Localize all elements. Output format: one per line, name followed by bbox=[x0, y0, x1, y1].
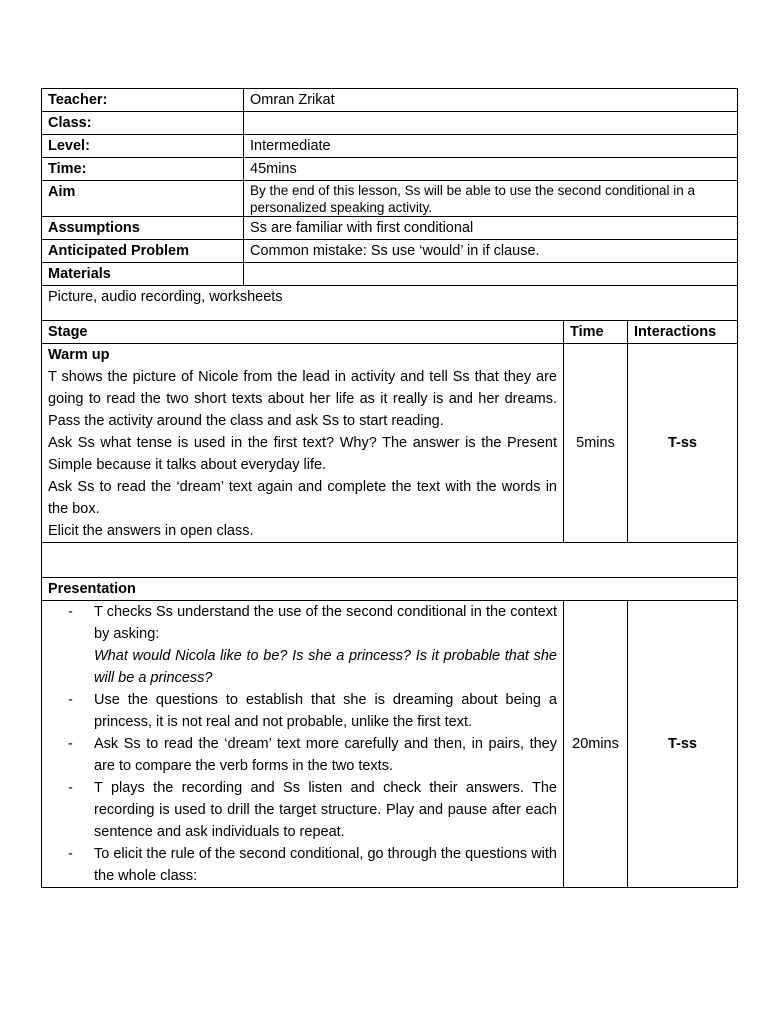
presentation-step-1 bbox=[94, 601, 557, 689]
aim-label: Aim bbox=[42, 181, 244, 217]
problem-label: Anticipated Problem bbox=[42, 240, 244, 263]
teacher-value: Omran Zrikat bbox=[244, 89, 738, 112]
time-label: Time: bbox=[42, 158, 244, 181]
blank-separator-row bbox=[42, 543, 738, 578]
presentation-step-1-text: T checks Ss understand the use of the second conditional in the context by asking: bbox=[94, 604, 557, 642]
presentation-interaction: T-ss bbox=[628, 601, 738, 888]
materials-row bbox=[42, 263, 738, 286]
level-row bbox=[42, 135, 738, 158]
presentation-title-row bbox=[42, 578, 738, 601]
problem-row bbox=[42, 240, 738, 263]
materials-list: Picture, audio recording, worksheets bbox=[42, 286, 738, 321]
time-row bbox=[42, 158, 738, 181]
time-column-header: Time bbox=[564, 321, 628, 344]
warmup-paragraph-1: T shows the picture of Nicole from the lead in activity and tell Ss that they are going to read the two short texts about her life as it really is and her dreams. Pass the activity around the class and ask Ss to start reading. bbox=[48, 369, 557, 429]
presentation-step-1-questions: What would Nicola like to be? Is she a princess? Is it probable that she will be a princess? bbox=[94, 648, 557, 686]
stage-column-header: Stage bbox=[42, 321, 564, 344]
warmup-title: Warm up bbox=[48, 347, 110, 363]
class-label: Class: bbox=[42, 112, 244, 135]
warmup-time: 5mins bbox=[564, 344, 628, 543]
warmup-content bbox=[42, 344, 564, 543]
presentation-title: Presentation bbox=[42, 578, 738, 601]
materials-value bbox=[244, 263, 738, 286]
presentation-row bbox=[42, 601, 738, 888]
presentation-steps bbox=[48, 601, 557, 887]
aim-row bbox=[42, 181, 738, 217]
presentation-step-3: - Ask Ss to read the ‘dream’ text more carefully and then, in pairs, they are to compare the verb forms in the two texts. bbox=[94, 733, 557, 777]
presentation-time: 20mins bbox=[564, 601, 628, 888]
presentation-content bbox=[42, 601, 564, 888]
aim-value: By the end of this lesson, Ss will be able to use the second conditional in a personalized speaking activity. bbox=[244, 181, 738, 217]
time-value: 45mins bbox=[244, 158, 738, 181]
assumptions-label: Assumptions bbox=[42, 217, 244, 240]
warmup-paragraph-2: Ask Ss what tense is used in the first text? Why? The answer is the Present Simple because it talks about everyday life. bbox=[48, 435, 557, 473]
teacher-label: Teacher: bbox=[42, 89, 244, 112]
lesson-plan-document bbox=[41, 88, 737, 888]
materials-list-row bbox=[42, 286, 738, 321]
level-value: Intermediate bbox=[244, 135, 738, 158]
assumptions-value: Ss are familiar with first conditional bbox=[244, 217, 738, 240]
presentation-step-5: - To elicit the rule of the second conditional, go through the questions with the whole class: bbox=[94, 843, 557, 887]
warmup-row bbox=[42, 344, 738, 543]
warmup-paragraph-4: Elicit the answers in open class. bbox=[48, 523, 254, 539]
presentation-step-4: - T plays the recording and Ss listen and check their answers. The recording is used to drill the target structure. Play and pause after each sentence and ask individuals to repeat. bbox=[94, 777, 557, 843]
level-label: Level: bbox=[42, 135, 244, 158]
presentation-step-2: - Use the questions to establish that she is dreaming about being a princess, it is not real and not probable, unlike the first text. bbox=[94, 689, 557, 733]
problem-value: Common mistake: Ss use ‘would’ in if clause. bbox=[244, 240, 738, 263]
materials-label: Materials bbox=[42, 263, 244, 286]
warmup-paragraph-3: Ask Ss to read the ‘dream’ text again and complete the text with the words in the box. bbox=[48, 479, 557, 517]
assumptions-row bbox=[42, 217, 738, 240]
teacher-row bbox=[42, 89, 738, 112]
blank-separator bbox=[42, 543, 738, 578]
class-value bbox=[244, 112, 738, 135]
warmup-interaction: T-ss bbox=[628, 344, 738, 543]
interactions-column-header: Interactions bbox=[628, 321, 738, 344]
stage-header-row bbox=[42, 321, 738, 344]
class-row bbox=[42, 112, 738, 135]
lesson-info-table bbox=[41, 88, 738, 888]
